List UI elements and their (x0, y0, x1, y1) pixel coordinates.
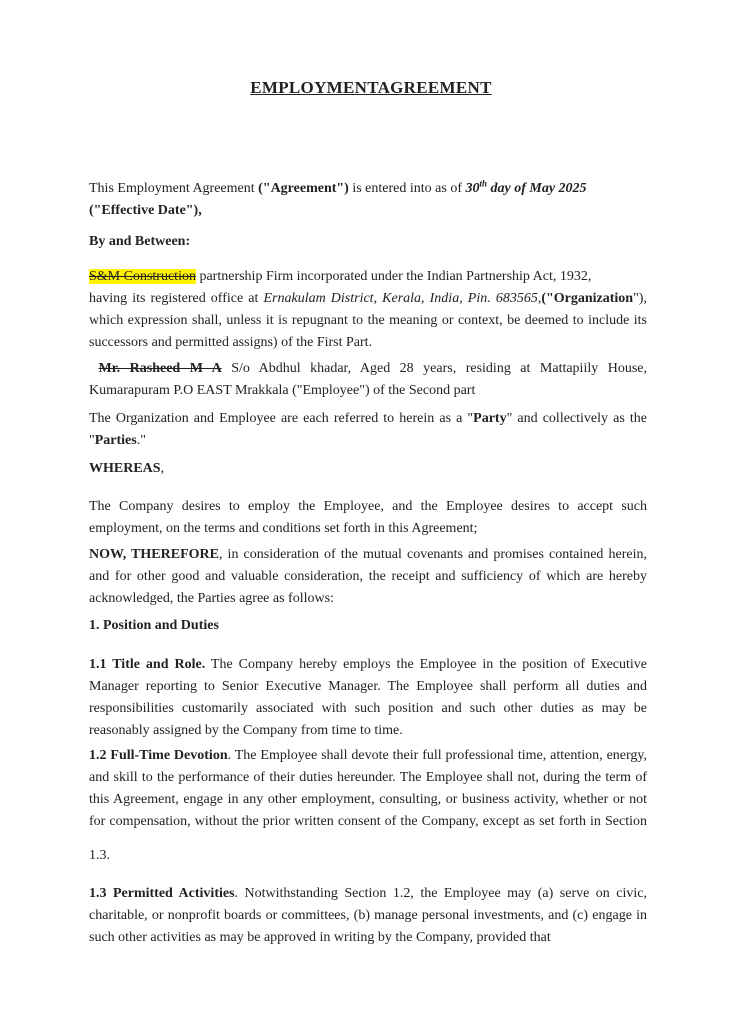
organization-text-3: "), which expression shall, unless it is repugnant to the meaning or context, be deemed to include its successors and permitted assigns) of the First Part. (89, 291, 647, 350)
parties-paragraph (89, 408, 647, 452)
now-therefore-paragraph (89, 544, 647, 610)
effective-date-term: ("Effective Date"), (89, 203, 202, 218)
section-1-title: 1. Position and Duties (89, 618, 219, 633)
section-1-1-heading: 1.1 Title and Role. (89, 657, 206, 672)
organization-comma: , (537, 291, 542, 306)
section-1-3-paragraph (89, 883, 647, 949)
employee-details: S/o Abdhul khadar, Aged 28 years, residing at Mattapiily House, Kumarapuram P.O EAST Mrakkala ("Employee") of the Second part (89, 361, 647, 398)
organization-address: Ernakulam District, Kerala, India, Pin. 683565 (263, 291, 538, 306)
now-therefore-term: NOW, THEREFORE (89, 547, 219, 562)
by-and-between-heading (89, 231, 647, 253)
intro-mid: is entered into as of (348, 181, 466, 196)
effective-month-year: day of May 2025 (487, 181, 587, 196)
section-1-2-heading: 1.2 Full-Time Devotion (89, 748, 228, 763)
parties-text-pre: The Organization and Employee are each referred to herein as a " (89, 411, 474, 426)
company-desire-text: The Company desires to employ the Employee, and the Employee desires to accept such employment, on the terms and conditions set forth in this Agreement; (89, 499, 647, 536)
section-1-3-text: . Notwithstanding Section 1.2, the Employee may (a) serve on civic, charitable, or nonprofit boards or committees, (b) manage personal investments, and (c) engage in such other activities as may be approved in writing by the Company, provided that (89, 886, 648, 945)
now-therefore-text: , in consideration of the mutual covenants and promises contained herein, and for other good and valuable consideration, the receipt and sufficiency of which are hereby acknowledged, the Parties agree as follows: (89, 547, 647, 606)
section-1-2-text: . The Employee shall devote their full professional time, attention, energy, and skill to the performance of their duties hereunder. The Employee shall not, during the term of this Agreement, engage in any other employment, consulting, or business activity, whether or not for compensation, without the prior written consent of the Company, except as set forth in Section (89, 748, 647, 829)
parties-term: Parties (94, 433, 137, 448)
organization-term: ("Organization (541, 291, 634, 306)
by-and-between-text: By and Between: (89, 234, 191, 249)
effective-day-suffix: th (479, 178, 487, 189)
organization-text-2: having its registered office at (89, 291, 264, 306)
organization-paragraph (89, 266, 647, 354)
party-term: Party (473, 411, 507, 426)
effective-day: 30 (465, 181, 480, 196)
section-1-heading (89, 615, 647, 637)
document-title: EMPLOYMENTAGREEMENT (250, 78, 492, 97)
section-1-2-continuation (89, 845, 647, 867)
agreement-term: ("Agreement") (258, 181, 349, 196)
parties-text-post: ." (136, 433, 146, 448)
section-1-2-text-2: 1.3. (89, 848, 110, 863)
employee-paragraph (89, 358, 647, 402)
whereas-heading (89, 458, 647, 480)
company-desire-paragraph (89, 496, 647, 540)
intro-pre: This Employment Agreement (89, 181, 259, 196)
intro-paragraph (89, 178, 647, 222)
section-1-2-paragraph (89, 745, 647, 833)
organization-text-1: partnership Firm incorporated under the Indian Partnership Act, 1932, (195, 269, 592, 284)
employee-name: Mr. Rasheed M A (98, 361, 222, 376)
whereas-comma: , (160, 461, 165, 476)
organization-name: S&M Construction (89, 269, 196, 284)
section-1-1-paragraph (89, 654, 647, 742)
section-1-1-text: The Company hereby employs the Employee in the position of Executive Manager reporting to Senior Executive Manager. The Employee shall perform all duties and responsibilities customarily associated with such position and such other duties as may be reasonably assigned by the Company from time to time. (89, 657, 648, 738)
section-1-3-heading: 1.3 Permitted Activities (89, 886, 235, 901)
parties-text-mid: " and collectively as the " (89, 411, 647, 448)
whereas-text: WHEREAS (89, 461, 161, 476)
